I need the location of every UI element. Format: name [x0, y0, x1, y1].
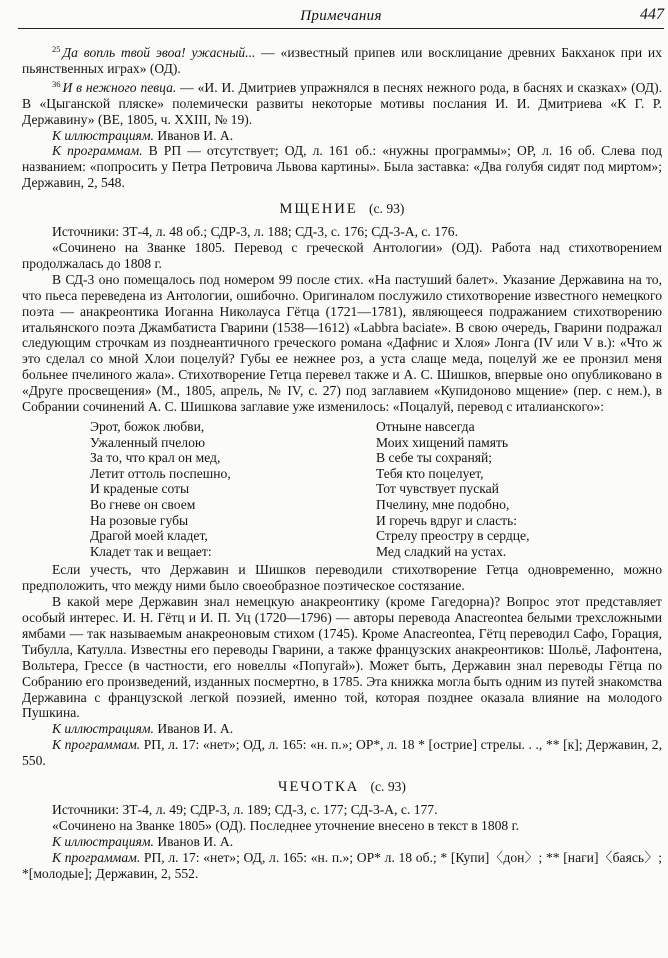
- poem-line: Во гневе он своем: [90, 496, 196, 512]
- poem-line: Мед сладкий на устах.: [376, 543, 507, 559]
- note-text: — «известный припев или восклицание древних Бакханок при их пьянственных играх» (ОД).: [22, 45, 662, 76]
- sources-line: Источники: ЗТ-4, л. 48 об.; СДР-3, л. 188; СД-3, с. 176; СД-3-А, с. 176.: [52, 224, 459, 240]
- illustrations-text: Иванов И. А.: [153, 127, 234, 143]
- poem-line: Драгой моей кладет,: [90, 528, 208, 544]
- poem-line: Летит оттоль поспешно,: [90, 465, 231, 481]
- poem-line: За то, что крал он мед,: [90, 450, 221, 466]
- poem-line: Отныне навсегда: [376, 418, 475, 434]
- programs-text: РП, л. 17: «нет»; ОД, л. 165: «н. п.»; ОР* л. 18 об.; * [Купи]〈дон〉; ** [наги]〈баясь〉; *[молодые]; Державин, 2, 552.: [22, 849, 662, 881]
- section-title-chechotka: [22, 779, 662, 796]
- illustrations-label: К иллюстрациям.: [52, 833, 154, 849]
- poem-line: Кладет так и вещает:: [90, 543, 212, 559]
- note-lemma: Да вопль твой эвоа! ужасный...: [62, 45, 256, 60]
- illustrations-text: Иванов И. А.: [153, 833, 234, 849]
- illustrations-label: К иллюстрациям.: [52, 127, 154, 143]
- running-title: Примечания: [300, 8, 382, 24]
- commentary-paragraph: В СД-3 оно помещалось под номером 99 после стих. «На пастуший балет». Указание Державина на то, что пьеса переведена из Антологии, ошибочно. Оригиналом послужило стихотворение известного немецкого поэта — анакреонтика Иоганна Николауса Гётца (1721—1781), являющееся подражанием стихотворению итальянского поэта Джамбатиста Гварини (1538—1612) «Labbra baciate». В свою очередь, Гварини подражал следующим строчкам из позднеантичного греческого романа «Дафнис и Хлоя» Лонга (IV или V в.): «Что ж это сделал со мной Хлои поцелуй? Губы ее нежнее роз, а уста слаще меда, поцелуй же ее пронзил меня больнее пчелиного жала». Стихотворение Гетца перевел также и А. С. Шишков, впервые оно опубликовано в «Друге просвещения» (М., 1805, апрель, № IV, с. 27) под заглавием «Купидоново мщение» (пер. с нем.), в Собрании сочинений А. С. Шишкова заглавие уже изменилось: «Поцалуй, перевод с италианского»:: [22, 271, 662, 415]
- poem-line: И краденые соты: [90, 481, 190, 497]
- page-header: [18, 6, 664, 29]
- section-title-mshchenie: [22, 201, 662, 218]
- sources-line: Источники: ЗТ-4, л. 49; СДР-3, л. 189; СД-3, с. 177; СД-3-А, с. 177.: [52, 801, 438, 817]
- section-page-ref: (с. 93): [370, 779, 406, 795]
- programs-note: [22, 737, 662, 769]
- note-25: [22, 42, 662, 77]
- illustrations-note: [22, 128, 662, 144]
- commentary-paragraph: В какой мере Державин знал немецкую анакреонтику (кроме Гагедорна)? Вопрос этот представляет особый интерес. И. Н. Гётц и И. П. Уц (1720—1796) — авторы перевода Anacreontea белыми трехсложными ямбами — так называемым анакреоновым стихом (1745). Кроме Anacreontea, Гётц переводил Сафо, Горация, Тибулла, Катулла. Известны его переводы Гварини, а также французских анакреонтиков: Шольё, Лафонтена, Вольтера, Грессе (в частности, его новеллы «Попугай»). Может быть, Державин знал переводы Гётца по Собранию его произведений, изданных посмертно, в 1785. Эта книжка могла быть одним из путей знакомства Державина с французской легкой поэзией, именно той, которая позднее оказала влияние на молодого Пушкина.: [22, 594, 662, 721]
- page-number: 447: [640, 6, 664, 23]
- poem-column-left: [90, 419, 376, 559]
- programs-label: К программам.: [52, 737, 141, 753]
- commentary-paragraph: Если учесть, что Державин и Шишков переводили стихотворение Гетца одновременно, можно предположить, что между ними было своеобразное поэтическое состязание.: [22, 562, 662, 594]
- illustrations-note: [22, 721, 662, 737]
- programs-label: К программам.: [52, 849, 141, 865]
- page-body: [22, 42, 662, 882]
- programs-text: РП, л. 17: «нет»; ОД, л. 165: «н. п.»; ОР*, л. 18 * [острие] стрелы. . ., ** [к]; Державин, 2, 550.: [22, 737, 662, 769]
- poem-quote: [90, 419, 662, 559]
- poem-line: Тот чувствует пускай: [376, 481, 499, 497]
- poem-line: Моих хищений память: [376, 434, 509, 450]
- illustrations-note: [22, 834, 662, 850]
- section-title: ЧЕЧОТКА: [278, 779, 360, 796]
- dedication-paragraph: «Сочинено на Званке 1805» (ОД). Последнее уточнение внесено в текст в 1808 г.: [52, 817, 520, 833]
- programs-note: [22, 850, 662, 882]
- poem-line: В себе ты сохраняй;: [376, 450, 493, 466]
- poem-line: Стрелу преострy в сердце,: [376, 528, 530, 544]
- section-page-ref: (с. 93): [368, 201, 405, 217]
- programs-label: К программам.: [52, 143, 143, 159]
- illustrations-text: Иванов И. А.: [153, 721, 234, 737]
- poem-column-right: [376, 419, 662, 559]
- poem-line: И горечь вдруг и сласть:: [376, 512, 518, 528]
- note-36: [22, 77, 662, 128]
- note-number: 36: [52, 78, 61, 89]
- section-title: МЩЕНИЕ: [279, 201, 358, 218]
- poem-line: Эрот, божок любви,: [90, 418, 205, 434]
- programs-note: [22, 143, 662, 191]
- poem-line: На розовые губы: [90, 512, 189, 528]
- poem-line: Ужаленный пчелою: [90, 434, 206, 450]
- note-text: — «И. И. Дмитриев упражнялся в песнях нежного рода, в баснях и сказках» (ОД). В «Цыганской пляске» полемически развиты некоторые мотивы послания И. И. Дмитриева «К Г. Р. Державину» (ВЕ, 1805, ч. XXIII, № 19).: [22, 79, 663, 127]
- poem-line: Тебя кто поцелует,: [376, 465, 484, 481]
- note-lemma: И в нежного певца.: [62, 79, 177, 95]
- programs-text: В РП — отсутствует; ОД, л. 161 об.: «нужны программы»; ОР, л. 16 об. Слева под названием: «попросить у Петра Петровича Львова картины». Была заставка: «Два голубя сидят под миртом»; Державин, 2, 548.: [22, 143, 662, 191]
- note-number: 25: [52, 44, 61, 54]
- illustrations-label: К иллюстрациям.: [52, 721, 154, 737]
- dedication-paragraph: «Сочинено на Званке 1805. Перевод с греческой Антологии» (ОД). Работа над стихотворением продолжалась до 1808 г.: [22, 239, 662, 271]
- poem-line: Пчелину, мне подобно,: [376, 496, 510, 512]
